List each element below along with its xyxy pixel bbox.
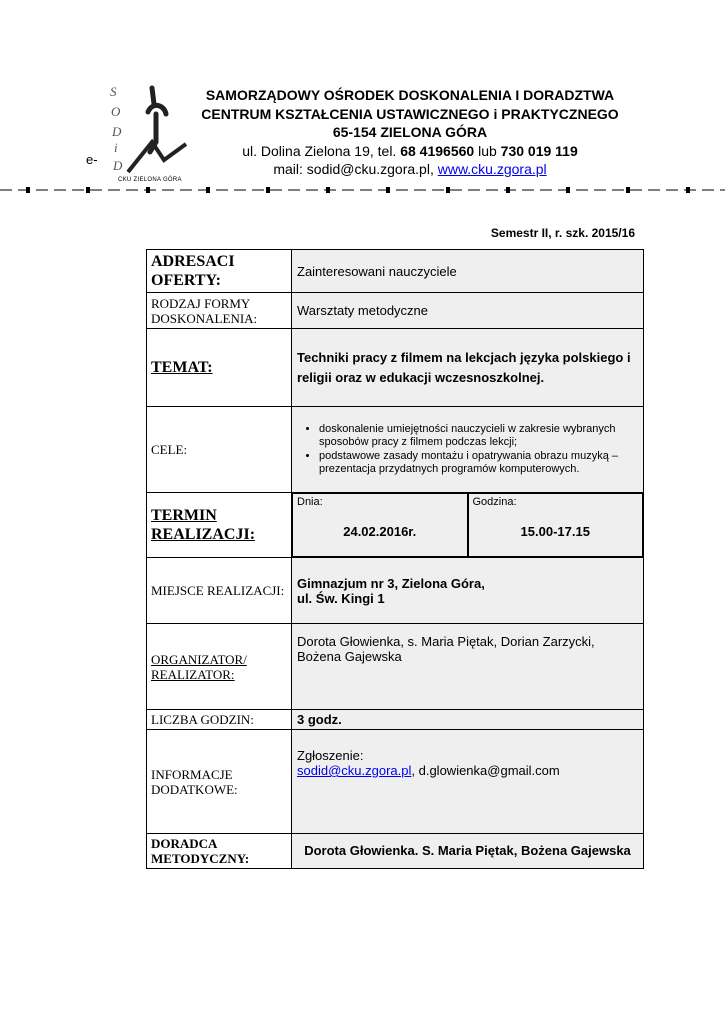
label-temat: TEMAT: — [147, 329, 292, 407]
letterhead — [140, 86, 680, 179]
svg-text:D: D — [113, 158, 123, 173]
logo-caption: CKU ZIELONA GÓRA — [118, 177, 182, 183]
website-link[interactable]: www.cku.zgora.pl — [437, 161, 547, 177]
label-doradca: DORADCA METODYCZNY: — [147, 834, 292, 869]
value-adresaci: Zainteresowani nauczyciele — [292, 250, 644, 293]
svg-text:i: i — [114, 140, 118, 155]
row-forma — [147, 293, 644, 329]
phone-2: 730 019 119 — [500, 142, 578, 159]
label-informacje: INFORMACJE DODATKOWE: — [147, 730, 292, 834]
row-godziny — [147, 710, 644, 730]
value-termin — [292, 493, 644, 558]
header-line-3: 65-154 ZIELONA GÓRA — [332, 124, 488, 140]
row-doradca — [147, 834, 644, 869]
miejsce-line-2: ul. Św. Kingi 1 — [297, 590, 385, 606]
svg-text:S: S — [110, 84, 117, 99]
miejsce-line-1: Gimnazjum nr 3, Zielona Góra, — [297, 575, 485, 591]
label-adresaci: ADRESACI OFERTY: — [147, 250, 292, 293]
date-label: Dnia: — [297, 496, 323, 508]
contact-emails — [297, 763, 638, 778]
phone-1: 68 4196560 — [400, 142, 475, 159]
svg-text:O: O — [111, 104, 121, 119]
offer-table — [146, 249, 644, 869]
termin-time-cell — [468, 494, 643, 557]
header-mail — [140, 160, 680, 179]
semester-label: Semestr II, r. szk. 2015/16 — [490, 226, 635, 240]
termin-inner — [292, 493, 643, 557]
value-doradca: Dorota Głowienka. S. Maria Piętak, Bożena Gajewska — [292, 834, 644, 869]
logo-prefix: e- — [86, 152, 98, 167]
address-text: ul. Dolina Zielona 19, tel. — [242, 142, 401, 159]
row-miejsce — [147, 558, 644, 624]
row-informacje — [147, 730, 644, 834]
mail-text: mail: sodid@cku.zgora.pl, — [273, 161, 438, 177]
label-cele: CELE: — [147, 407, 292, 493]
header-line-1: SAMORZĄDOWY OŚRODEK DOSKONALENIA I DORADZTWA — [205, 87, 615, 103]
goal-item: • doskonalenie umiejętności nauczycieli w zakresie wybranych sposobów pracy z filmem podczas lekcji; — [319, 423, 638, 450]
label-termin: TERMIN REALIZACJI: — [147, 493, 292, 558]
row-termin — [147, 493, 644, 558]
email-link-sodid[interactable]: sodid@cku.zgora.pl — [297, 763, 412, 778]
value-forma: Warsztaty metodyczne — [292, 293, 644, 329]
label-miejsce: MIEJSCE REALIZACJI: — [147, 558, 292, 624]
row-adresaci — [147, 250, 644, 293]
header-divider — [0, 186, 725, 194]
goals-list — [297, 423, 638, 477]
value-temat: Techniki pracy z filmem na lekcjach języka polskiego i religii oraz w edukacji wczesnoszkolnej. — [292, 329, 644, 407]
phone-sep: lub — [474, 142, 501, 159]
email-sep: , — [411, 763, 419, 778]
time-label: Godzina: — [472, 496, 517, 508]
row-temat — [147, 329, 644, 407]
value-miejsce — [292, 558, 644, 624]
row-organizator — [147, 624, 644, 710]
label-godziny: LICZBA GODZIN: — [147, 710, 292, 730]
label-organizator: ORGANIZATOR/ REALIZATOR: — [147, 624, 292, 710]
header-line-2: CENTRUM KSZTAŁCENIA USTAWICZNEGO i PRAKTYCZNEGO — [201, 105, 619, 122]
label-forma: RODZAJ FORMY DOSKONALENIA: — [147, 293, 292, 329]
value-godziny: 3 godz. — [292, 710, 644, 730]
termin-date-cell — [293, 494, 468, 557]
value-organizator: Dorota Głowienka, s. Maria Piętak, Dorian Zarzycki, Bożena Gajewska — [292, 624, 644, 710]
date-value: 24.02.2016r. — [343, 524, 417, 539]
goal-item: • podstawowe zasady montażu i opatrywania obrazu muzyką – prezentacja przydatnych programów komputerowych. — [319, 450, 638, 477]
email-glowienka: d.glowienka@gmail.com — [418, 763, 560, 778]
row-cele — [147, 407, 644, 493]
header-address — [140, 142, 680, 161]
value-informacje — [292, 730, 644, 834]
svg-text:D: D — [112, 124, 122, 139]
value-cele — [292, 407, 644, 493]
zgloszenie-label: Zgłoszenie: — [297, 748, 364, 763]
time-value: 15.00-17.15 — [520, 524, 590, 539]
